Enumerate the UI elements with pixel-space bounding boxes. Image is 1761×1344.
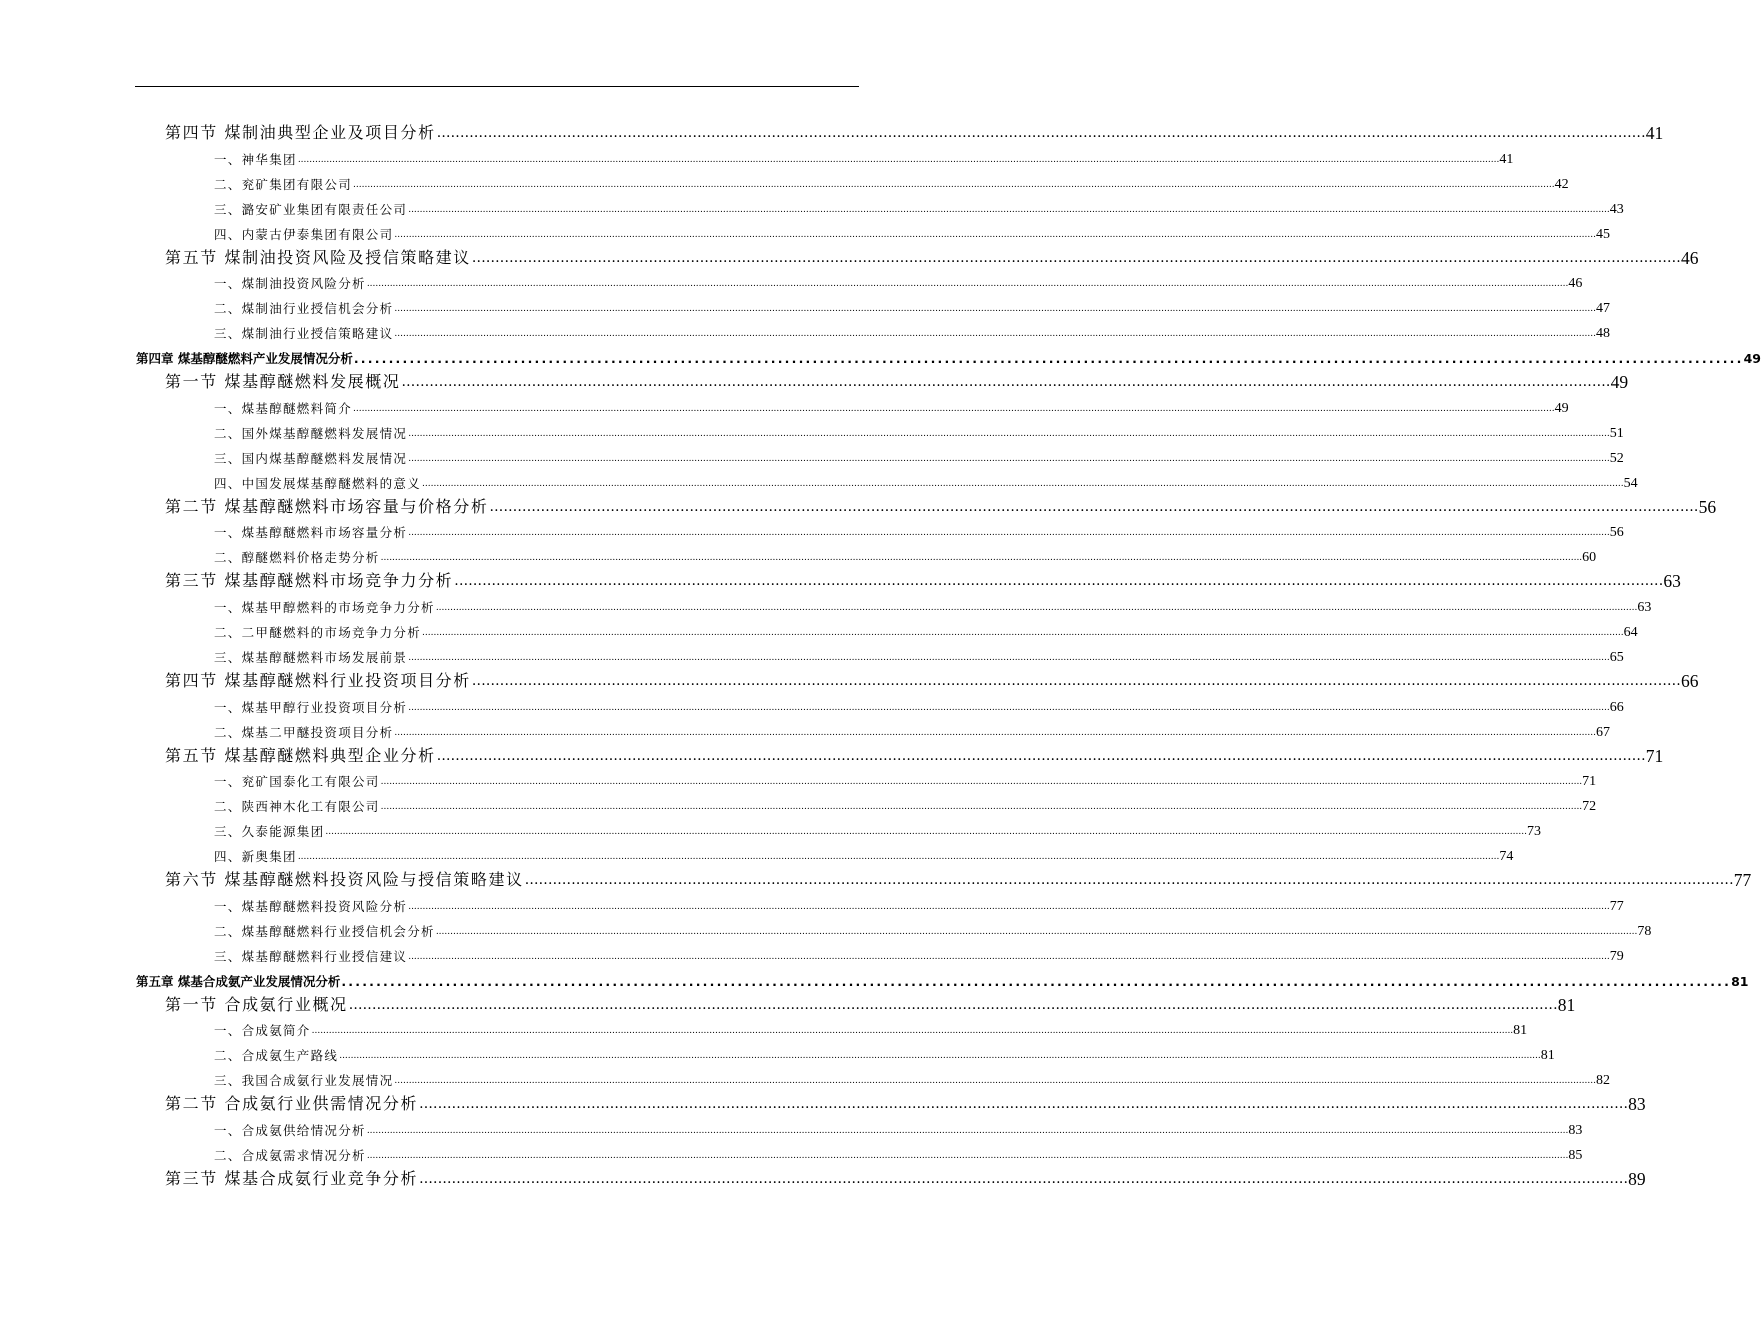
toc-leader-dots: .................................................................................................................................................................................................................................................................... bbox=[454, 573, 1664, 590]
toc-subsection-entry[interactable] bbox=[0, 150, 1514, 170]
toc-leader-dots: .................................................................................................................................................................................................................................................................................................................................................................................................................................... bbox=[353, 403, 1555, 414]
toc-subsection-entry[interactable] bbox=[0, 897, 1624, 917]
toc-entry-title: 第六节 煤基醇醚燃料投资风险与授信策略建议 bbox=[165, 870, 524, 889]
toc-page-number: 65 bbox=[1609, 649, 1624, 665]
toc-entry-title: 二、二甲醚燃料的市场竞争力分析 bbox=[214, 625, 422, 640]
toc-subsection-entry[interactable] bbox=[0, 175, 1569, 195]
toc-subsection-entry[interactable] bbox=[0, 548, 1597, 568]
toc-page-number: 46 bbox=[1568, 276, 1583, 292]
toc-entry-title: 三、国内煤基醇醚燃料发展情况 bbox=[214, 450, 408, 466]
toc-entry-title: 二、陕西神木化工有限公司 bbox=[214, 799, 380, 815]
toc-page-number: 71 bbox=[1582, 774, 1597, 790]
toc-leader-dots: ........................................................................................................................................................................................................ bbox=[341, 973, 1732, 989]
toc-page-number: 42 bbox=[1554, 176, 1569, 192]
toc-leader-dots: .................................................................................................................................................................................................................................................................................................................................................................................................................................... bbox=[408, 528, 1610, 539]
toc-section-entry[interactable] bbox=[0, 1092, 1646, 1116]
toc-entry-title: 三、煤基醇醚燃料行业授信建议 bbox=[214, 948, 408, 964]
toc-leader-dots: .................................................................................................................................................................................................................................................................................................................................................................................................................................... bbox=[297, 852, 1500, 863]
toc-leader-dots: .................................................................................................................................................................................................................................................................................................................................................................................................................................... bbox=[339, 1051, 1541, 1062]
toc-leader-dots: .................................................................................................................................................................................................................................................................................................................................................................................................................................... bbox=[297, 154, 1500, 165]
toc-leader-dots: .................................................................................................................................................................................................................................................................... bbox=[419, 1096, 1629, 1113]
toc-section-entry[interactable] bbox=[0, 121, 1664, 145]
toc-entry-title: 二、煤基二甲醚投资项目分析 bbox=[214, 724, 394, 740]
toc-leader-dots: .................................................................................................................................................................................................................................................................................................................................................................................................................................... bbox=[366, 1126, 1569, 1136]
toc-page-number: 83 bbox=[1628, 1094, 1646, 1115]
toc-subsection-entry[interactable] bbox=[0, 772, 1597, 792]
toc-leader-dots: .................................................................................................................................................................................................................................................................................................................................................................................................................................... bbox=[408, 204, 1610, 215]
toc-page-number: 51 bbox=[1609, 425, 1624, 441]
toc-entry-title: 第五节 煤基醇醚燃料典型企业分析 bbox=[165, 745, 436, 765]
toc-subsection-entry[interactable] bbox=[0, 274, 1583, 294]
toc-entry-title: 三、久泰能源集团 bbox=[214, 824, 325, 840]
toc-leader-dots: .................................................................................................................................................................................................................................................................... bbox=[524, 872, 1734, 888]
toc-chapter-entry[interactable] bbox=[0, 972, 1749, 992]
toc-entry-title: 第四节 煤基醇醚燃料行业投资项目分析 bbox=[165, 670, 471, 690]
toc-leader-dots: .................................................................................................................................................................................................................................................................................................................................................................................................................................... bbox=[408, 453, 1610, 464]
toc-leader-dots: .................................................................................................................................................................................................................................................................................................................................................................................................................................... bbox=[394, 329, 1596, 340]
toc-subsection-entry[interactable] bbox=[0, 648, 1624, 668]
toc-entry-title: 三、煤基醇醚燃料市场发展前景 bbox=[214, 649, 408, 665]
toc-page-number: 49 bbox=[1554, 400, 1569, 416]
toc-page-number: 63 bbox=[1637, 600, 1652, 616]
toc-entry-title: 二、国外煤基醇醚燃料发展情况 bbox=[214, 425, 408, 441]
toc-section-entry[interactable] bbox=[0, 868, 1752, 892]
toc-entry-title: 第五节 煤制油投资风险及授信策略建议 bbox=[165, 247, 471, 267]
toc-page-number: 81 bbox=[1540, 1048, 1555, 1064]
toc-page-number: 43 bbox=[1609, 201, 1624, 217]
toc-leader-dots: .................................................................................................................................................................................................................................................................................................................................................................................................................................... bbox=[325, 827, 1527, 838]
toc-subsection-entry[interactable] bbox=[0, 947, 1624, 967]
toc-subsection-entry[interactable] bbox=[0, 723, 1610, 743]
toc-leader-dots: .................................................................................................................................................................................................................................................................................................................................................................................................................................... bbox=[408, 901, 1610, 912]
toc-leader-dots: .................................................................................................................................................................................................................................................................................................................................................................................................................................... bbox=[408, 951, 1610, 962]
toc-entry-title: 一、煤基醇醚燃料投资风险分析 bbox=[214, 898, 408, 914]
toc-entry-title: 二、兖矿集团有限公司 bbox=[214, 176, 353, 192]
toc-section-entry[interactable] bbox=[0, 246, 1699, 270]
toc-leader-dots: .................................................................................................................................................................................................................................................................... bbox=[436, 747, 1646, 764]
toc-page-number: 41 bbox=[1499, 151, 1514, 167]
toc-entry-title: 第二节 煤基醇醚燃料市场容量与价格分析 bbox=[165, 496, 489, 516]
toc-subsection-entry[interactable] bbox=[0, 623, 1638, 643]
toc-section-entry[interactable] bbox=[0, 495, 1717, 519]
toc-page-number: 56 bbox=[1609, 525, 1624, 541]
toc-section-entry[interactable] bbox=[0, 569, 1681, 593]
toc-subsection-entry[interactable] bbox=[0, 797, 1597, 817]
toc-subsection-entry[interactable] bbox=[0, 424, 1624, 444]
toc-subsection-entry[interactable] bbox=[0, 225, 1610, 245]
toc-leader-dots: .................................................................................................................................................................................................................................................................... bbox=[348, 996, 1558, 1013]
toc-chapter-entry[interactable] bbox=[0, 349, 1761, 369]
toc-entry-title: 三、煤制油行业授信策略建议 bbox=[214, 326, 394, 342]
toc-subsection-entry[interactable] bbox=[0, 299, 1610, 319]
toc-leader-dots: .................................................................................................................................................................................................................................................................................................................................................................................................................................... bbox=[394, 229, 1596, 240]
toc-subsection-entry[interactable] bbox=[0, 1071, 1610, 1091]
toc-section-entry[interactable] bbox=[0, 370, 1629, 394]
toc-subsection-entry[interactable] bbox=[0, 922, 1652, 942]
toc-entry-title: 一、神华集团 bbox=[214, 151, 297, 167]
toc-subsection-entry[interactable] bbox=[0, 847, 1514, 867]
toc-entry-title: 第二节 合成氨行业供需情况分析 bbox=[165, 1094, 419, 1114]
toc-page-number: 77 bbox=[1733, 870, 1752, 890]
toc-leader-dots: .................................................................................................................................................................................................................................................................................................................................................................................................................................... bbox=[353, 179, 1555, 190]
toc-entry-title: 三、我国合成氨行业发展情况 bbox=[214, 1073, 394, 1089]
toc-page-number: 63 bbox=[1663, 571, 1681, 592]
toc-page-number: 74 bbox=[1499, 849, 1514, 865]
toc-page-number: 60 bbox=[1582, 550, 1597, 566]
toc-entry-title: 一、合成氨供给情况分析 bbox=[214, 1123, 366, 1138]
toc-subsection-entry[interactable] bbox=[0, 399, 1569, 419]
toc-entry-title: 二、合成氨生产路线 bbox=[214, 1048, 339, 1064]
toc-page-number: 81 bbox=[1557, 994, 1576, 1015]
toc-page-number: 46 bbox=[1680, 247, 1699, 268]
toc-subsection-entry[interactable] bbox=[0, 449, 1624, 469]
toc-entry-title: 第五章 煤基合成氨产业发展情况分析 bbox=[136, 973, 341, 989]
toc-entry-title: 四、新奥集团 bbox=[214, 849, 297, 865]
toc-leader-dots: .................................................................................................................................................................................................................................................................................................................................................................................................................................... bbox=[366, 1150, 1569, 1161]
toc-page-number: 72 bbox=[1582, 799, 1597, 815]
toc-page-number: 66 bbox=[1680, 670, 1699, 691]
toc-entry-title: 一、煤基醇醚燃料市场容量分析 bbox=[214, 525, 408, 541]
toc-page-number: 73 bbox=[1526, 824, 1541, 840]
toc-entry-title: 二、合成氨需求情况分析 bbox=[214, 1147, 366, 1163]
toc-section-entry[interactable] bbox=[0, 993, 1576, 1017]
toc-entry-title: 第四节 煤制油典型企业及项目分析 bbox=[165, 123, 436, 142]
toc-entry-title: 二、煤基醇醚燃料行业授信机会分析 bbox=[214, 923, 435, 939]
toc-section-entry[interactable] bbox=[0, 669, 1699, 693]
toc-leader-dots: .................................................................................................................................................................................................................................................................... bbox=[471, 672, 1681, 689]
toc-subsection-entry[interactable] bbox=[0, 822, 1541, 842]
toc-leader-dots: .................................................................................................................................................................................................................................................................................................................................................................................................................................... bbox=[380, 802, 1583, 813]
toc-subsection-entry[interactable] bbox=[0, 200, 1624, 220]
toc-page-number: 45 bbox=[1595, 226, 1610, 242]
toc-leader-dots: .................................................................................................................................................................................................................................................................................................................................................................................................................................... bbox=[422, 628, 1624, 638]
toc-subsection-entry[interactable] bbox=[0, 1021, 1528, 1041]
toc-entry-title: 第一节 煤基醇醚燃料发展概况 bbox=[165, 372, 401, 391]
toc-page-number: 41 bbox=[1645, 123, 1664, 143]
toc-page-number: 89 bbox=[1628, 1168, 1646, 1189]
toc-entry-title: 第三节 煤基醇醚燃料市场竞争力分析 bbox=[165, 571, 454, 591]
toc-entry-title: 第四章 煤基醇醚燃料产业发展情况分析 bbox=[136, 351, 353, 367]
toc-subsection-entry[interactable] bbox=[0, 1146, 1583, 1166]
toc-page-number: 81 bbox=[1513, 1023, 1528, 1039]
toc-page-number: 79 bbox=[1609, 948, 1624, 964]
toc-page-number: 52 bbox=[1609, 450, 1624, 466]
toc-entry-title: 一、煤制油投资风险分析 bbox=[214, 276, 366, 292]
toc-leader-dots: .................................................................................................................................................................................................................................................................... bbox=[436, 125, 1646, 141]
toc-leader-dots: .................................................................................................................................................................................................................................................................... bbox=[419, 1170, 1629, 1187]
toc-page-number: 49 bbox=[1610, 372, 1629, 392]
toc-leader-dots: .................................................................................................................................................................................................................................................................................................................................................................................................................................... bbox=[380, 553, 1583, 564]
toc-leader-dots: .................................................................................................................................................................................................................................................................... bbox=[471, 249, 1681, 266]
toc-section-entry[interactable] bbox=[0, 744, 1664, 768]
toc-page-number: 85 bbox=[1568, 1147, 1583, 1163]
toc-leader-dots: .................................................................................................................................................................................................................................................................................................................................................................................................................................... bbox=[394, 304, 1596, 315]
toc-subsection-entry[interactable] bbox=[0, 474, 1638, 494]
toc-page-number: 56 bbox=[1698, 496, 1717, 517]
toc-section-entry[interactable] bbox=[0, 1167, 1646, 1191]
toc-leader-dots: .................................................................................................................................................................................................................................................................................................................................................................................................................................... bbox=[408, 702, 1610, 713]
toc-leader-dots: .................................................................................................................................................................................................................................................................................................................................................................................................................................... bbox=[408, 428, 1610, 439]
toc-page-number: 83 bbox=[1568, 1123, 1583, 1138]
toc-leader-dots: .................................................................................................................................................................................................................................................................................................................................................................................................................................... bbox=[435, 926, 1638, 937]
toc-subsection-entry[interactable] bbox=[0, 1121, 1583, 1141]
toc-leader-dots: ........................................................................................................................................................................................................ bbox=[353, 351, 1744, 367]
toc-page-number: 64 bbox=[1623, 625, 1638, 640]
toc-leader-dots: .................................................................................................................................................................................................................................................................................................................................................................................................................................... bbox=[422, 478, 1624, 489]
toc-entry-title: 一、煤基甲醇燃料的市场竞争力分析 bbox=[214, 600, 435, 616]
toc-leader-dots: .................................................................................................................................................................................................................................................................................................................................................................................................................................... bbox=[311, 1026, 1514, 1037]
toc-entry-title: 一、兖矿国泰化工有限公司 bbox=[214, 774, 380, 790]
toc-page-number: 54 bbox=[1623, 475, 1638, 491]
toc-page-number: 77 bbox=[1609, 898, 1624, 914]
toc-page-number: 48 bbox=[1595, 326, 1610, 342]
toc-subsection-entry[interactable] bbox=[0, 698, 1624, 718]
toc-leader-dots: .................................................................................................................................................................................................................................................................... bbox=[489, 498, 1699, 515]
toc-leader-dots: .................................................................................................................................................................................................................................................................................................................................................................................................................................... bbox=[435, 603, 1638, 614]
toc-entry-title: 四、内蒙古伊泰集团有限公司 bbox=[214, 226, 394, 242]
toc-subsection-entry[interactable] bbox=[0, 324, 1610, 344]
toc-leader-dots: .................................................................................................................................................................................................................................................................................................................................................................................................................................... bbox=[394, 727, 1596, 738]
toc-entry-title: 三、潞安矿业集团有限责任公司 bbox=[214, 201, 408, 217]
toc-leader-dots: .................................................................................................................................................................................................................................................................................................................................................................................................................................... bbox=[394, 1076, 1596, 1087]
toc-page-number: 66 bbox=[1609, 699, 1624, 715]
toc-subsection-entry[interactable] bbox=[0, 523, 1624, 543]
toc-page-number: 71 bbox=[1645, 745, 1664, 766]
toc-page-number: 82 bbox=[1595, 1073, 1610, 1089]
toc-entry-title: 四、中国发展煤基醇醚燃料的意义 bbox=[214, 475, 422, 491]
toc-page-number: 67 bbox=[1595, 724, 1610, 740]
toc-entry-title: 一、煤基甲醇行业投资项目分析 bbox=[214, 699, 408, 715]
toc-entry-title: 二、醇醚燃料价格走势分析 bbox=[214, 550, 380, 566]
toc-page-number: 47 bbox=[1595, 301, 1610, 317]
toc-leader-dots: .................................................................................................................................................................................................................................................................... bbox=[401, 374, 1611, 390]
toc-subsection-entry[interactable] bbox=[0, 598, 1652, 618]
toc-entry-title: 一、煤基醇醚燃料简介 bbox=[214, 400, 353, 416]
toc-entry-title: 第一节 合成氨行业概况 bbox=[165, 994, 348, 1014]
toc-entry-title: 一、合成氨简介 bbox=[214, 1023, 311, 1039]
toc-entry-title: 第三节 煤基合成氨行业竞争分析 bbox=[165, 1168, 419, 1188]
header-rule bbox=[135, 86, 859, 87]
toc-subsection-entry[interactable] bbox=[0, 1046, 1555, 1066]
toc-leader-dots: .................................................................................................................................................................................................................................................................................................................................................................................................................................... bbox=[366, 279, 1569, 290]
toc-leader-dots: .................................................................................................................................................................................................................................................................................................................................................................................................................................... bbox=[408, 652, 1610, 663]
toc-page-number: 78 bbox=[1637, 923, 1652, 939]
toc-page-number: 49 bbox=[1743, 351, 1761, 367]
toc-entry-title: 二、煤制油行业授信机会分析 bbox=[214, 301, 394, 317]
toc-page-number: 81 bbox=[1731, 973, 1749, 989]
toc-leader-dots: .................................................................................................................................................................................................................................................................................................................................................................................................................................... bbox=[380, 777, 1583, 788]
